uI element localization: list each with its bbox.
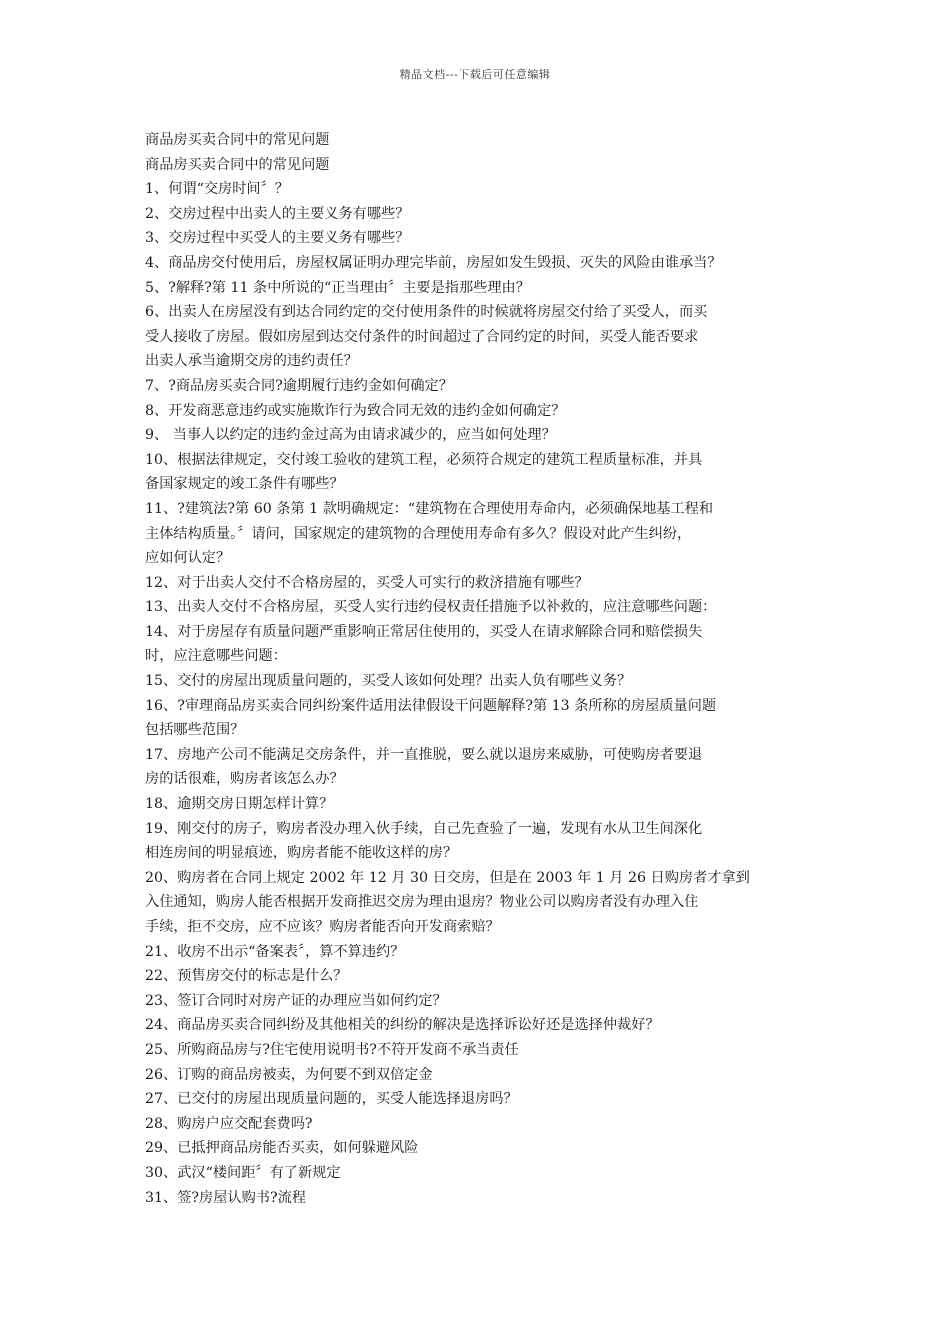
text-line: 31、签?房屋认购书?流程 [145, 1189, 306, 1206]
page-header: 精品文档---下载后可任意编辑 [399, 68, 551, 81]
text-line: 包括哪些范围？ [145, 722, 245, 739]
text-line: 13、出卖人交付不合格房屋，买受人实行违约侵权责任措施予以补救的，应注意哪些问题： [145, 599, 717, 616]
text-line: 5、?解释?第 11 条中所说的“正当理由〞主要是指那些理由？ [145, 279, 530, 296]
document-title-line: 商品房买卖合同中的常见问题 [145, 132, 330, 148]
text-line: 22、预售房交付的标志是什么？ [145, 968, 348, 985]
text-line: 23、签订合同时对房产证的办理应当如何约定？ [145, 992, 447, 1009]
text-line: 入住通知，购房人能否根据开发商推迟交房为理由退房？物业公司以购房者没有办理入住 [145, 894, 699, 911]
text-line: 28、购房户应交配套费吗? [145, 1115, 313, 1132]
text-line: 17、房地产公司不能满足交房条件，并一直推脱，要么就以退房来威胁，可使购房者要退 [145, 746, 703, 763]
text-line: 29、已抵押商品房能否买卖，如何躲避风险 [145, 1140, 419, 1157]
text-line: 16、?审理商品房买卖合同纠纷案件适用法律假设干问题解释?第 13 条所称的房屋质量问题 [145, 697, 717, 714]
text-line: 24、商品房买卖合同纠纷及其他相关的纠纷的解决是选择诉讼好还是选择仲裁好？ [145, 1017, 660, 1034]
text-line: 15、交付的房屋出现质量问题的，买受人该如何处理？出卖人负有哪些义务？ [145, 673, 632, 690]
text-line: 4、商品房交付使用后，房屋权属证明办理完毕前，房屋如发生毁损、灭失的风险由谁承当？ [145, 254, 722, 271]
document-body [145, 128, 825, 1210]
text-line: 相连房间的明显痕迹，购房者能不能收这样的房？ [145, 845, 458, 862]
text-line: 3、交房过程中买受人的主要义务有哪些？ [145, 230, 410, 247]
text-line: 备国家规定的竣工条件有哪些？ [145, 476, 344, 493]
text-line: 30、武汉“楼间距〞有了新规定 [145, 1164, 341, 1181]
text-line: 受人接收了房屋。假如房屋到达交付条件的时间超过了合同约定的时间，买受人能否要求 [145, 328, 699, 345]
text-line: 21、收房不出示“备案表〞，算不算违约？ [145, 943, 405, 960]
text-line: 12、对于出卖人交付不合格房屋的，买受人可实行的救济措施有哪些？ [145, 574, 589, 591]
text-line: 20、购房者在合同上规定 2002 年 12 月 30 日交房，但是在 2003 年 1 月 26 日购房者才拿到 [145, 869, 750, 886]
text-line: 1、何谓“交房时间〞？ [145, 181, 289, 198]
document-title-line: 商品房买卖合同中的常见问题 [145, 156, 330, 173]
text-line: 时，应注意哪些问题： [145, 648, 287, 665]
text-line: 18、逾期交房日期怎样计算？ [145, 796, 334, 813]
text-line: 26、订购的商品房被卖，为何要不到双倍定金 [145, 1066, 433, 1083]
text-line: 11、?建筑法?第 60 条第 1 款明确规定：“建筑物在合理使用寿命内，必须确保地基工程和 [145, 500, 714, 517]
text-line: 2、交房过程中出卖人的主要义务有哪些？ [145, 205, 410, 222]
text-line: 7、?商品房买卖合同?逾期履行违约金如何确定？ [145, 377, 453, 394]
text-line: 10、根据法律规定，交付竣工验收的建筑工程，必须符合规定的建筑工程质量标准，并具 [145, 451, 703, 468]
text-line: 19、刚交付的房子，购房者没办理入伙手续，自己先查验了一遍，发现有水从卫生间深化 [145, 820, 703, 837]
text-line: 27、已交付的房屋出现质量问题的，买受人能选择退房吗？ [145, 1091, 518, 1108]
text-line: 9、 当事人以约定的违约金过高为由请求减少的，应当如何处理？ [145, 427, 556, 444]
text-line: 25、所购商品房与?住宅使用说明书?不符开发商不承当责任 [145, 1041, 519, 1058]
text-line: 8、开发商恶意违约或实施欺诈行为致合同无效的违约金如何确定？ [145, 402, 566, 419]
text-line: 6、出卖人在房屋没有到达合同约定的交付使用条件的时候就将房屋交付给了买受人，而买 [145, 304, 708, 321]
text-line: 应如何认定？ [145, 550, 231, 567]
text-line: 手续，拒不交房，应不应该？购房者能否向开发商索赔？ [145, 919, 500, 935]
text-line: 主体结构质量。〞请问，国家规定的建筑物的合理使用寿命有多久？假设对此产生纠纷， [145, 525, 692, 542]
text-line: 14、对于房屋存有质量问题严重影响正常居住使用的，买受人在请求解除合同和赔偿损失 [145, 623, 703, 640]
text-line: 出卖人承当逾期交房的违约责任？ [145, 353, 358, 370]
text-line: 房的话很难，购房者该怎么办？ [145, 771, 344, 788]
